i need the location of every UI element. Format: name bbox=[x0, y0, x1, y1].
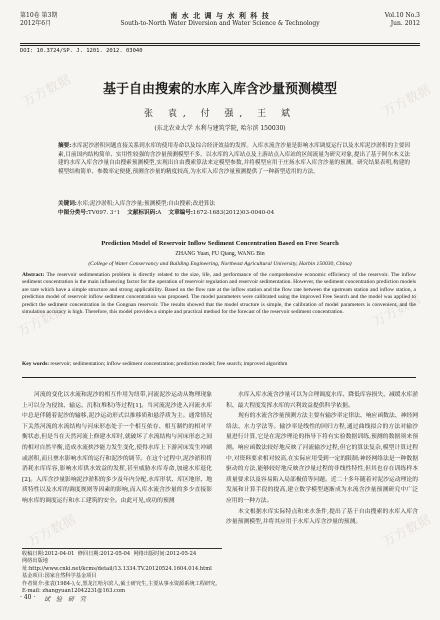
online-label: 网络出版时间: bbox=[133, 551, 167, 557]
doc-value: A bbox=[157, 210, 162, 216]
keywords-en-label: Key words: bbox=[22, 361, 50, 367]
received-label: 收稿日期: bbox=[22, 551, 45, 557]
body-column-right bbox=[226, 390, 418, 528]
authors-cn: 张 袁, 付 强, 王 斌 bbox=[143, 109, 297, 119]
keywords-cn bbox=[58, 200, 410, 209]
author-bio: 张袁(1984-),女,黑龙江哈尔滨人,硕士研究生,主要从事水资源系统工程研究。E-mail: zhangyuan12042231@163.com bbox=[22, 580, 221, 595]
keywords-en bbox=[22, 361, 416, 367]
author-label: 作者简介: bbox=[22, 580, 45, 587]
header-rule bbox=[20, 43, 420, 44]
affiliation-cn: (东北农业大学 水利与建筑学院, 哈尔滨 150030) bbox=[154, 125, 286, 132]
watermark: 万方数据 bbox=[380, 82, 434, 121]
dates-line bbox=[22, 551, 222, 558]
url-line bbox=[22, 558, 222, 573]
page-number: · 40 · bbox=[20, 594, 36, 601]
abstract-en bbox=[22, 272, 416, 316]
art-label: 文章编号: bbox=[168, 210, 193, 216]
doc-label: 文献标识码: bbox=[127, 210, 158, 216]
volume-issue-en: Vol.10 No.3 bbox=[384, 12, 420, 19]
body-paragraph: 水库入库水流含沙量可以为合理调度水库、降低库容损失、减缓水库淤积、最大程度发挥水库的兴利效益提供科学依据。 bbox=[226, 392, 418, 409]
section-rule bbox=[22, 377, 416, 378]
authors-en: ZHANG Yuan, FU Qiang, WANG Bin bbox=[175, 251, 265, 257]
revised-label: 修回日期: bbox=[77, 551, 101, 557]
watermark: 万方数据 bbox=[15, 302, 69, 341]
publication-url[interactable]: http://www.cnki.net/kcms/detail/13.1334.TV.20120524.1604.014.html bbox=[28, 565, 212, 572]
issue-date-en: Jun. 2012 bbox=[390, 20, 420, 27]
keywords-label: 关键词: bbox=[58, 201, 77, 207]
body-paragraph: 本文根据水库实际特点和来水条件,提出了基于自由搜索的水库入库含沙量预测模型,并将其应用于水库入库含沙量的预测。 bbox=[226, 508, 418, 526]
abstract-label: 摘要: bbox=[58, 143, 72, 149]
cls-label: 中图分类号: bbox=[58, 210, 89, 216]
classification-line bbox=[58, 209, 410, 218]
watermark: 万方数据 bbox=[370, 292, 424, 331]
journal-name-cn: 南 水 北 调 与 水 利 科 技 bbox=[170, 11, 270, 20]
cls-value: TV697. 3⁺1 bbox=[88, 210, 121, 216]
abstract-en-label: Abstract: bbox=[22, 272, 45, 278]
abstract-en-text: The reservoir sedimentation problem is directly related to the size, life, and performance of the comprehensive economic efficiency of the reservoir. The inflow sediment concentration is the main influencing factor for the operation of reservoir regulation and reservoir sedimentation. However, the sediment concentration prediction models are rare which have a simple structure and strong applicability. Based on the flow rate at the inflow station and the flow rate between the upstream station and inflow station, a prediction model of reservoir inflow sediment concentration was proposed. The model parameters were calibrated using the improved Free Search and the model was applied to predict the sediment concentration in the Gongnan reservoir. The results showed that the model structure is simple, the calibration of model parameters is convenient, and the simulation accuracy is high. Therefore, this model provides a simple and practical method for the forecast of the reservoir sediment concentration. bbox=[22, 272, 416, 316]
keywords-en-text: reservoir; sedimentation; inflow sediment concentration; prediction model; free search; improved algorithm bbox=[50, 361, 288, 367]
online-date: 2012-05-24 bbox=[166, 551, 197, 557]
article-title-cn: 基于自由搜索的水库入库含沙量预测模型 bbox=[102, 82, 337, 97]
volume-issue: 第10卷 第3期 bbox=[20, 12, 58, 19]
issue-date: 2012年6月 bbox=[20, 20, 52, 27]
url-label: 网络出版地址: bbox=[22, 558, 48, 572]
watermark: 万方数据 bbox=[25, 512, 79, 551]
body-column-left bbox=[22, 390, 212, 507]
running-header bbox=[20, 12, 420, 44]
body-paragraph: 河流的变化以水流和泥沙的相互作用为纽带,河流泥沙运动从物理现象上可以分为侵蚀、输运、沉积(堆积)等过程[1]。当河流泥沙进入河流水库中总是伴随着泥沙的输移,泥沙运动形式以推移质和悬浮质为主。通常情况下关然河流的水流结构与河床形态处于一个相互依存、相互制约的相对平衡状态,但是当在天然河流上修建水库时,就破坏了水流结构与河床形态之间的相对自然平衡,造成水流挟沙能力发生变化,使得水库上下游河床发生冲刷或淤积,而且壅水影响水库的运行和泥沙的调节。在这个过程中,泥沙淤积将消耗水库库容,影响水库供水效益的发挥,甚至威胁水库寿命,加速水库退化[2]。入库含沙量影响泥沙淤积的多少及年内分配,水库形状、库区地形、地质特性以及水库的调度规则等因素的影响,而入库水流含沙量的多少直接影响水库的调度运行和水工建筑的安全。由此可见,成功的预测 bbox=[22, 392, 212, 504]
section-name: 试 验 研 究 bbox=[44, 596, 88, 603]
footnote bbox=[22, 548, 222, 595]
header-rule-thin bbox=[20, 45, 420, 46]
issue-info-en bbox=[385, 12, 420, 28]
fund-line bbox=[22, 573, 222, 580]
watermark: 万方数据 bbox=[380, 512, 434, 551]
abstract-cn bbox=[58, 142, 410, 176]
watermark: 万方数据 bbox=[20, 72, 74, 111]
fund-label: 基金项目: bbox=[22, 573, 45, 580]
abstract-text: 水库泥沙淤积问题直接关系到水库的使用寿命以及综合经济效益的发挥。入库水流含沙量是影响水库调度运行以及水库泥沙淤积的主要因素,目前国内结构简单、实用性较强的含沙量预测模型不多。以水库的入库站点及上游站点入库站的区间流量为研究对象,提出了基于阿尔木义法建的水库入库含沙量自由搜索预测模型,实现出自由搜索算法来定模型参数,并将模型应用于庄扬水库入库含沙量的预测。研究结果表明,构建的模型结构简单、参数率定便捷,预测含沙量的精度较高,为水库入库含沙量预测提供了一种新型适用的方法。 bbox=[58, 143, 410, 175]
article-title-en: Prediction Model of Reservoir Inflow Sediment Concentration Based on Free Search bbox=[101, 240, 339, 247]
received-date: 2012-04-01 bbox=[44, 551, 75, 557]
revised-date: 2012-05-04 bbox=[100, 551, 131, 557]
journal-name-en: South-to-North Water Diversion and Water Science & Technology bbox=[120, 20, 320, 27]
fund-text: 国家自然科学基金项目 bbox=[44, 573, 97, 580]
journal-name bbox=[20, 12, 420, 28]
affiliation-en: (College of Water Conservancy and Building Engineering, Northeast Agricultural University, Harbin 150030, China) bbox=[88, 261, 352, 267]
body-paragraph: 现有的水流含沙量预测方法主要有输沙率定律法、响应函数法、神经网络法、水力学法等。输沙率是线性的回归方程,通过曲线拟合的方法对输沙量进行计算,它是在泥沙理论的指导下将有实验数据训练,预测的数据须来预测。响应函数法较好地反映了河流输沙过程,但它的算法复杂,模型计算过程中,对资料要求相对较高,在实际应用受到一定的限制;神经网络法是一种数据驱动的方法,能够较好地反映含沙量过程的非线性特性,但其也存在训练样本质量要求以及容易陷入局部极值等问题。近二十多年随着对泥沙运动理论的发展和计算手段的提高,建立数学模型逐渐成为水流含沙量预测研究中广泛应用的一种方法。 bbox=[226, 413, 418, 504]
doi[interactable]: DOI: 10.3724/SP. J. 1201. 2012. 03040 bbox=[20, 48, 143, 54]
keywords-text: 水库;泥沙淤积;入库含沙量;预测模型;自由搜索;改进算法 bbox=[76, 201, 215, 207]
art-value: 1672-1683(2012)03-0040-04 bbox=[192, 210, 275, 216]
